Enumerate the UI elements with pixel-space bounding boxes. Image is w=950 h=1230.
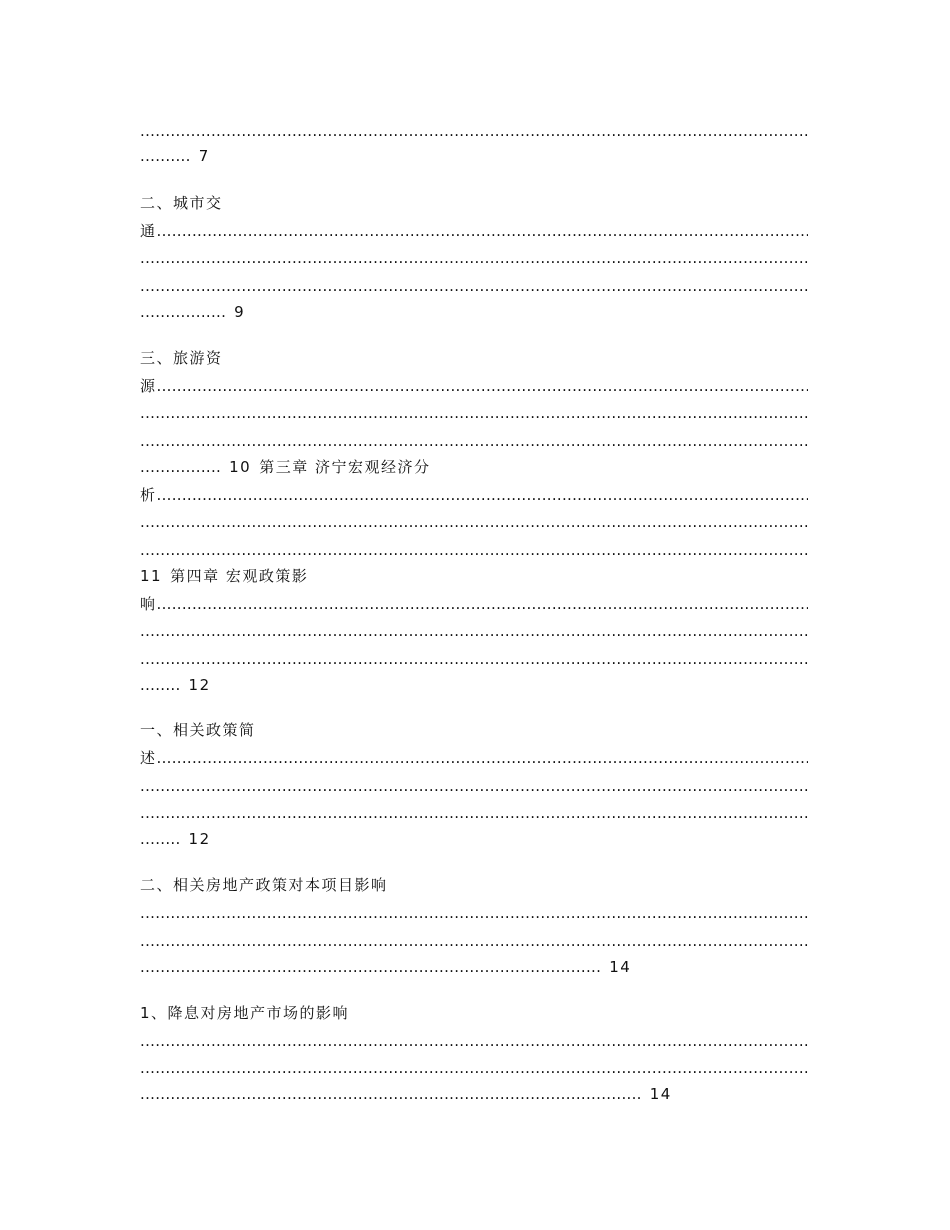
toc-heading: 第四章 宏观政策影 <box>170 567 309 585</box>
toc-dot-leader <box>140 649 808 669</box>
toc-dot-leader <box>140 903 808 923</box>
toc-heading-continuation: 源 <box>140 377 157 395</box>
toc-dot-leader: ........ <box>140 676 181 694</box>
toc-page-number: 11 <box>140 567 163 585</box>
toc-entry-line <box>140 594 808 614</box>
toc-entry-tail[interactable] <box>140 829 808 849</box>
toc-entry-line <box>140 221 808 241</box>
toc-entry-line <box>140 748 808 768</box>
toc-heading[interactable]: 三、旅游资 <box>140 349 223 367</box>
toc-heading[interactable]: 二、城市交 <box>140 194 223 212</box>
toc-entry-tail[interactable] <box>140 957 808 977</box>
toc-heading: 第三章 济宁宏观经济分 <box>259 458 431 476</box>
toc-dot-leader: ................ <box>140 458 222 476</box>
toc-dot-leader: ........ <box>140 830 181 848</box>
toc-dot-leader <box>140 1031 808 1051</box>
toc-dot-leader <box>140 621 808 641</box>
toc-dot-leader <box>140 512 808 532</box>
toc-dot-leader <box>140 776 808 796</box>
toc-page-number: 12 <box>188 830 211 848</box>
toc-heading-continuation: 述 <box>140 749 157 767</box>
toc-entry-line <box>140 485 808 505</box>
toc-dot-leader: ........................................................................................... <box>140 958 602 976</box>
toc-page-number: 9 <box>234 303 246 321</box>
toc-dot-leader <box>140 431 808 451</box>
toc-entry-tail[interactable] <box>140 1084 808 1104</box>
toc-dot-leader <box>140 931 808 951</box>
toc-page-number: 7 <box>198 147 210 165</box>
toc-entry-tail[interactable] <box>140 566 808 586</box>
toc-entry-tail[interactable] <box>140 675 808 695</box>
toc-dot-leader <box>140 540 808 560</box>
toc-dot-leader: ................. <box>140 303 227 321</box>
toc-heading[interactable]: 一、相关政策简 <box>140 721 256 739</box>
toc-dot-leader: .......... <box>140 147 191 165</box>
toc-heading[interactable]: 二、相关房地产政策对本项目影响 <box>140 876 388 894</box>
toc-dot-leader <box>140 121 808 141</box>
toc-heading[interactable]: 1、降息对房地产市场的影响 <box>140 1004 350 1022</box>
toc-entry-tail[interactable] <box>140 146 808 166</box>
toc-dot-leader <box>140 248 808 268</box>
toc-entry-tail[interactable] <box>140 457 808 477</box>
toc-dot-leader <box>140 403 808 423</box>
toc-dot-leader <box>140 803 808 823</box>
toc-entry-line <box>140 376 808 396</box>
toc-dot-leader: ................................................................................................... <box>140 1085 642 1103</box>
toc-heading-continuation: 通 <box>140 222 157 240</box>
toc-heading-continuation: 响 <box>140 595 157 613</box>
toc-entry-tail[interactable] <box>140 302 808 322</box>
toc-heading-continuation: 析 <box>140 486 157 504</box>
toc-page-number: 12 <box>188 676 211 694</box>
toc-page-number: 14 <box>609 958 632 976</box>
toc-dot-leader <box>140 276 808 296</box>
toc-page-number: 10 <box>229 458 252 476</box>
toc-dot-leader <box>140 1058 808 1078</box>
toc-page-number: 14 <box>649 1085 672 1103</box>
